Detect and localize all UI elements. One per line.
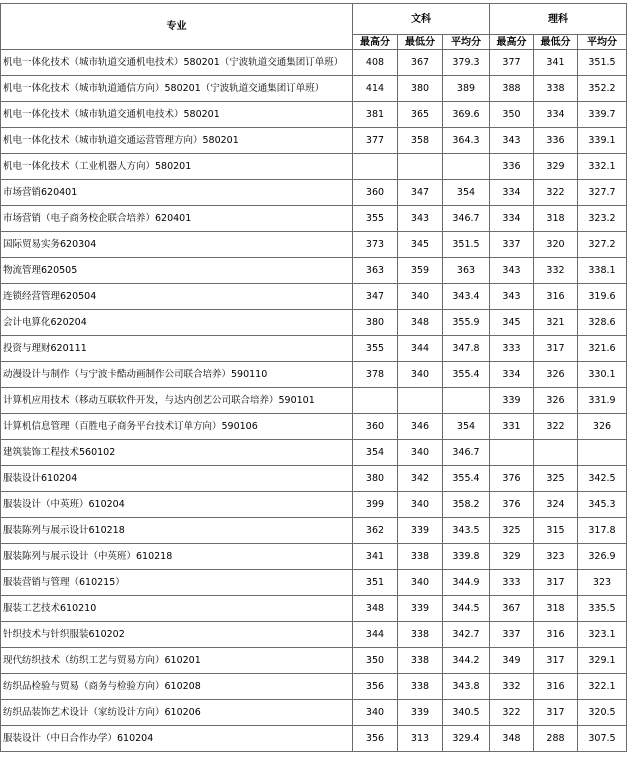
- like-max-cell: 367: [490, 596, 534, 622]
- table-row: [1, 544, 627, 570]
- header-wenke-avg: 平均分: [443, 35, 490, 50]
- wenke-min-cell: 339: [398, 596, 443, 622]
- like-max-cell: 350: [490, 102, 534, 128]
- wenke-avg-cell: 351.5: [443, 232, 490, 258]
- wenke-avg-cell: 339.8: [443, 544, 490, 570]
- wenke-min-cell: [398, 154, 443, 180]
- like-avg-cell: 351.5: [578, 50, 627, 76]
- wenke-max-cell: [353, 154, 398, 180]
- like-min-cell: 316: [534, 622, 578, 648]
- wenke-avg-cell: 389: [443, 76, 490, 102]
- wenke-min-cell: 338: [398, 648, 443, 674]
- table-row: [1, 622, 627, 648]
- like-min-cell: 316: [534, 674, 578, 700]
- like-avg-cell: 323.2: [578, 206, 627, 232]
- wenke-max-cell: 360: [353, 414, 398, 440]
- wenke-max-cell: 356: [353, 726, 398, 752]
- like-max-cell: 331: [490, 414, 534, 440]
- table-row: [1, 336, 627, 362]
- table-row: [1, 492, 627, 518]
- like-avg-cell: 319.6: [578, 284, 627, 310]
- wenke-min-cell: 340: [398, 284, 443, 310]
- like-avg-cell: 332.1: [578, 154, 627, 180]
- major-name-cell: 服装营销与管理（610215）: [1, 570, 353, 596]
- major-name-cell: 计算机应用技术（移动互联软件开发，与达内创艺公司联合培养）590101: [1, 388, 353, 414]
- like-avg-cell: 317.8: [578, 518, 627, 544]
- header-like: 理科: [490, 4, 627, 35]
- like-max-cell: 322: [490, 700, 534, 726]
- wenke-min-cell: 346: [398, 414, 443, 440]
- like-avg-cell: 329.1: [578, 648, 627, 674]
- major-name-cell: 服装设计610204: [1, 466, 353, 492]
- table-row: [1, 310, 627, 336]
- wenke-min-cell: 342: [398, 466, 443, 492]
- wenke-min-cell: 347: [398, 180, 443, 206]
- like-min-cell: 288: [534, 726, 578, 752]
- wenke-avg-cell: 340.5: [443, 700, 490, 726]
- like-avg-cell: 338.1: [578, 258, 627, 284]
- major-name-cell: 连锁经营管理620504: [1, 284, 353, 310]
- like-avg-cell: 331.9: [578, 388, 627, 414]
- wenke-avg-cell: 329.4: [443, 726, 490, 752]
- like-min-cell: [534, 440, 578, 466]
- like-max-cell: 339: [490, 388, 534, 414]
- header-major: 专业: [1, 4, 353, 50]
- wenke-min-cell: 338: [398, 674, 443, 700]
- wenke-avg-cell: 364.3: [443, 128, 490, 154]
- wenke-avg-cell: 354: [443, 180, 490, 206]
- wenke-avg-cell: 363: [443, 258, 490, 284]
- like-avg-cell: 339.1: [578, 128, 627, 154]
- like-avg-cell: 327.7: [578, 180, 627, 206]
- wenke-max-cell: 340: [353, 700, 398, 726]
- table-row: [1, 674, 627, 700]
- table-row: [1, 258, 627, 284]
- major-name-cell: 机电一体化技术（城市轨道交通运营管理方向）580201: [1, 128, 353, 154]
- wenke-max-cell: 380: [353, 310, 398, 336]
- like-max-cell: 332: [490, 674, 534, 700]
- major-name-cell: 机电一体化技术（城市轨道交通机电技术）580201: [1, 102, 353, 128]
- major-name-cell: 动漫设计与制作（与宁波卡酷动画制作公司联合培养）590110: [1, 362, 353, 388]
- table-row: [1, 180, 627, 206]
- wenke-avg-cell: 355.4: [443, 362, 490, 388]
- like-max-cell: 334: [490, 362, 534, 388]
- major-name-cell: 纺织品装饰艺术设计（家纺设计方向）610206: [1, 700, 353, 726]
- header-wenke-min: 最低分: [398, 35, 443, 50]
- wenke-avg-cell: 369.6: [443, 102, 490, 128]
- wenke-min-cell: 340: [398, 440, 443, 466]
- like-max-cell: 376: [490, 492, 534, 518]
- wenke-max-cell: 351: [353, 570, 398, 596]
- major-name-cell: 现代纺织技术（纺织工艺与贸易方向）610201: [1, 648, 353, 674]
- major-name-cell: 市场营销620401: [1, 180, 353, 206]
- like-min-cell: 323: [534, 544, 578, 570]
- wenke-avg-cell: 344.9: [443, 570, 490, 596]
- table-row: [1, 570, 627, 596]
- like-min-cell: 316: [534, 284, 578, 310]
- wenke-avg-cell: 344.5: [443, 596, 490, 622]
- table-row: [1, 518, 627, 544]
- like-min-cell: 317: [534, 570, 578, 596]
- wenke-avg-cell: 347.8: [443, 336, 490, 362]
- wenke-avg-cell: 355.4: [443, 466, 490, 492]
- wenke-max-cell: 350: [353, 648, 398, 674]
- wenke-max-cell: 344: [353, 622, 398, 648]
- wenke-max-cell: 348: [353, 596, 398, 622]
- table-row: [1, 414, 627, 440]
- like-min-cell: 326: [534, 362, 578, 388]
- wenke-max-cell: 363: [353, 258, 398, 284]
- wenke-avg-cell: 343.5: [443, 518, 490, 544]
- like-avg-cell: 320.5: [578, 700, 627, 726]
- like-max-cell: 336: [490, 154, 534, 180]
- like-avg-cell: 323: [578, 570, 627, 596]
- like-avg-cell: 326: [578, 414, 627, 440]
- wenke-max-cell: 355: [353, 336, 398, 362]
- like-min-cell: 317: [534, 700, 578, 726]
- table-row: [1, 700, 627, 726]
- like-max-cell: 333: [490, 336, 534, 362]
- table-row: [1, 50, 627, 76]
- wenke-avg-cell: 379.3: [443, 50, 490, 76]
- wenke-max-cell: 380: [353, 466, 398, 492]
- wenke-max-cell: 399: [353, 492, 398, 518]
- wenke-avg-cell: 346.7: [443, 206, 490, 232]
- like-min-cell: 321: [534, 310, 578, 336]
- like-max-cell: 388: [490, 76, 534, 102]
- wenke-min-cell: 340: [398, 362, 443, 388]
- major-name-cell: 市场营销（电子商务校企联合培养）620401: [1, 206, 353, 232]
- wenke-min-cell: 380: [398, 76, 443, 102]
- table-row: [1, 388, 627, 414]
- wenke-max-cell: 355: [353, 206, 398, 232]
- admission-score-table: [0, 3, 627, 752]
- like-max-cell: 337: [490, 232, 534, 258]
- wenke-min-cell: 338: [398, 544, 443, 570]
- header-wenke-max: 最高分: [353, 35, 398, 50]
- wenke-max-cell: 378: [353, 362, 398, 388]
- wenke-max-cell: 377: [353, 128, 398, 154]
- table-row: [1, 206, 627, 232]
- major-name-cell: 纺织品检验与贸易（商务与检验方向）610208: [1, 674, 353, 700]
- like-max-cell: 376: [490, 466, 534, 492]
- table-row: [1, 726, 627, 752]
- wenke-max-cell: 362: [353, 518, 398, 544]
- like-min-cell: 317: [534, 336, 578, 362]
- wenke-min-cell: 339: [398, 700, 443, 726]
- header-like-min: 最低分: [534, 35, 578, 50]
- major-name-cell: 机电一体化技术（城市轨道交通机电技术）580201（宁波轨道交通集团订单班）: [1, 50, 353, 76]
- wenke-avg-cell: [443, 154, 490, 180]
- like-avg-cell: 352.2: [578, 76, 627, 102]
- wenke-min-cell: 345: [398, 232, 443, 258]
- like-min-cell: 341: [534, 50, 578, 76]
- like-min-cell: 326: [534, 388, 578, 414]
- like-max-cell: 333: [490, 570, 534, 596]
- wenke-min-cell: 358: [398, 128, 443, 154]
- like-max-cell: 377: [490, 50, 534, 76]
- wenke-avg-cell: [443, 388, 490, 414]
- wenke-max-cell: 354: [353, 440, 398, 466]
- like-avg-cell: 322.1: [578, 674, 627, 700]
- wenke-max-cell: 373: [353, 232, 398, 258]
- wenke-min-cell: [398, 388, 443, 414]
- like-min-cell: 315: [534, 518, 578, 544]
- wenke-min-cell: 344: [398, 336, 443, 362]
- header-wenke: 文科: [353, 4, 490, 35]
- like-min-cell: 317: [534, 648, 578, 674]
- wenke-max-cell: 414: [353, 76, 398, 102]
- like-min-cell: 322: [534, 180, 578, 206]
- like-avg-cell: 339.7: [578, 102, 627, 128]
- wenke-avg-cell: 342.7: [443, 622, 490, 648]
- like-min-cell: 329: [534, 154, 578, 180]
- table-row: [1, 466, 627, 492]
- like-avg-cell: 327.2: [578, 232, 627, 258]
- major-name-cell: 机电一体化技术（城市轨道通信方向）580201（宁波轨道交通集团订单班）: [1, 76, 353, 102]
- major-name-cell: 机电一体化技术（工业机器人方向）580201: [1, 154, 353, 180]
- like-max-cell: 337: [490, 622, 534, 648]
- like-max-cell: 325: [490, 518, 534, 544]
- table-header: [1, 4, 627, 50]
- header-like-max: 最高分: [490, 35, 534, 50]
- wenke-avg-cell: 343.4: [443, 284, 490, 310]
- wenke-min-cell: 359: [398, 258, 443, 284]
- wenke-min-cell: 367: [398, 50, 443, 76]
- like-avg-cell: [578, 440, 627, 466]
- like-max-cell: 334: [490, 180, 534, 206]
- major-name-cell: 物流管理620505: [1, 258, 353, 284]
- major-name-cell: 服装陈列与展示设计610218: [1, 518, 353, 544]
- like-avg-cell: 335.5: [578, 596, 627, 622]
- like-max-cell: 345: [490, 310, 534, 336]
- wenke-min-cell: 340: [398, 570, 443, 596]
- like-avg-cell: 342.5: [578, 466, 627, 492]
- like-min-cell: 336: [534, 128, 578, 154]
- like-max-cell: 329: [490, 544, 534, 570]
- wenke-max-cell: 408: [353, 50, 398, 76]
- major-name-cell: 服装设计（中英班）610204: [1, 492, 353, 518]
- wenke-avg-cell: 343.8: [443, 674, 490, 700]
- like-min-cell: 324: [534, 492, 578, 518]
- wenke-min-cell: 340: [398, 492, 443, 518]
- wenke-min-cell: 338: [398, 622, 443, 648]
- wenke-min-cell: 365: [398, 102, 443, 128]
- table-body: [1, 50, 627, 752]
- major-name-cell: 计算机信息管理（百胜电子商务平台技术订单方向）590106: [1, 414, 353, 440]
- table-row: [1, 648, 627, 674]
- like-min-cell: 318: [534, 206, 578, 232]
- like-min-cell: 322: [534, 414, 578, 440]
- wenke-min-cell: 348: [398, 310, 443, 336]
- wenke-avg-cell: 346.7: [443, 440, 490, 466]
- major-name-cell: 投资与理财620111: [1, 336, 353, 362]
- table-row: [1, 128, 627, 154]
- like-max-cell: [490, 440, 534, 466]
- like-min-cell: 318: [534, 596, 578, 622]
- header-like-avg: 平均分: [578, 35, 627, 50]
- major-name-cell: 服装工艺技术610210: [1, 596, 353, 622]
- like-max-cell: 343: [490, 128, 534, 154]
- major-name-cell: 服装设计（中日合作办学）610204: [1, 726, 353, 752]
- like-min-cell: 320: [534, 232, 578, 258]
- table-row: [1, 284, 627, 310]
- table-row: [1, 362, 627, 388]
- wenke-avg-cell: 354: [443, 414, 490, 440]
- like-avg-cell: 326.9: [578, 544, 627, 570]
- wenke-min-cell: 343: [398, 206, 443, 232]
- wenke-max-cell: 360: [353, 180, 398, 206]
- wenke-max-cell: 341: [353, 544, 398, 570]
- wenke-min-cell: 339: [398, 518, 443, 544]
- wenke-avg-cell: 358.2: [443, 492, 490, 518]
- like-avg-cell: 328.6: [578, 310, 627, 336]
- table-row: [1, 440, 627, 466]
- table-row: [1, 596, 627, 622]
- like-avg-cell: 345.3: [578, 492, 627, 518]
- like-avg-cell: 321.6: [578, 336, 627, 362]
- like-max-cell: 348: [490, 726, 534, 752]
- major-name-cell: 服装陈列与展示设计（中英班）610218: [1, 544, 353, 570]
- like-min-cell: 338: [534, 76, 578, 102]
- like-max-cell: 343: [490, 258, 534, 284]
- wenke-avg-cell: 355.9: [443, 310, 490, 336]
- like-min-cell: 325: [534, 466, 578, 492]
- major-name-cell: 会计电算化620204: [1, 310, 353, 336]
- wenke-avg-cell: 344.2: [443, 648, 490, 674]
- wenke-max-cell: 381: [353, 102, 398, 128]
- table-row: [1, 154, 627, 180]
- table-row: [1, 102, 627, 128]
- like-avg-cell: 330.1: [578, 362, 627, 388]
- like-avg-cell: 307.5: [578, 726, 627, 752]
- wenke-min-cell: 313: [398, 726, 443, 752]
- like-min-cell: 332: [534, 258, 578, 284]
- major-name-cell: 建筑装饰工程技术560102: [1, 440, 353, 466]
- like-min-cell: 334: [534, 102, 578, 128]
- wenke-max-cell: 356: [353, 674, 398, 700]
- table-row: [1, 76, 627, 102]
- major-name-cell: 国际贸易实务620304: [1, 232, 353, 258]
- wenke-max-cell: 347: [353, 284, 398, 310]
- like-avg-cell: 323.1: [578, 622, 627, 648]
- wenke-max-cell: [353, 388, 398, 414]
- like-max-cell: 343: [490, 284, 534, 310]
- major-name-cell: 针织技术与针织服装610202: [1, 622, 353, 648]
- like-max-cell: 334: [490, 206, 534, 232]
- table-row: [1, 232, 627, 258]
- like-max-cell: 349: [490, 648, 534, 674]
